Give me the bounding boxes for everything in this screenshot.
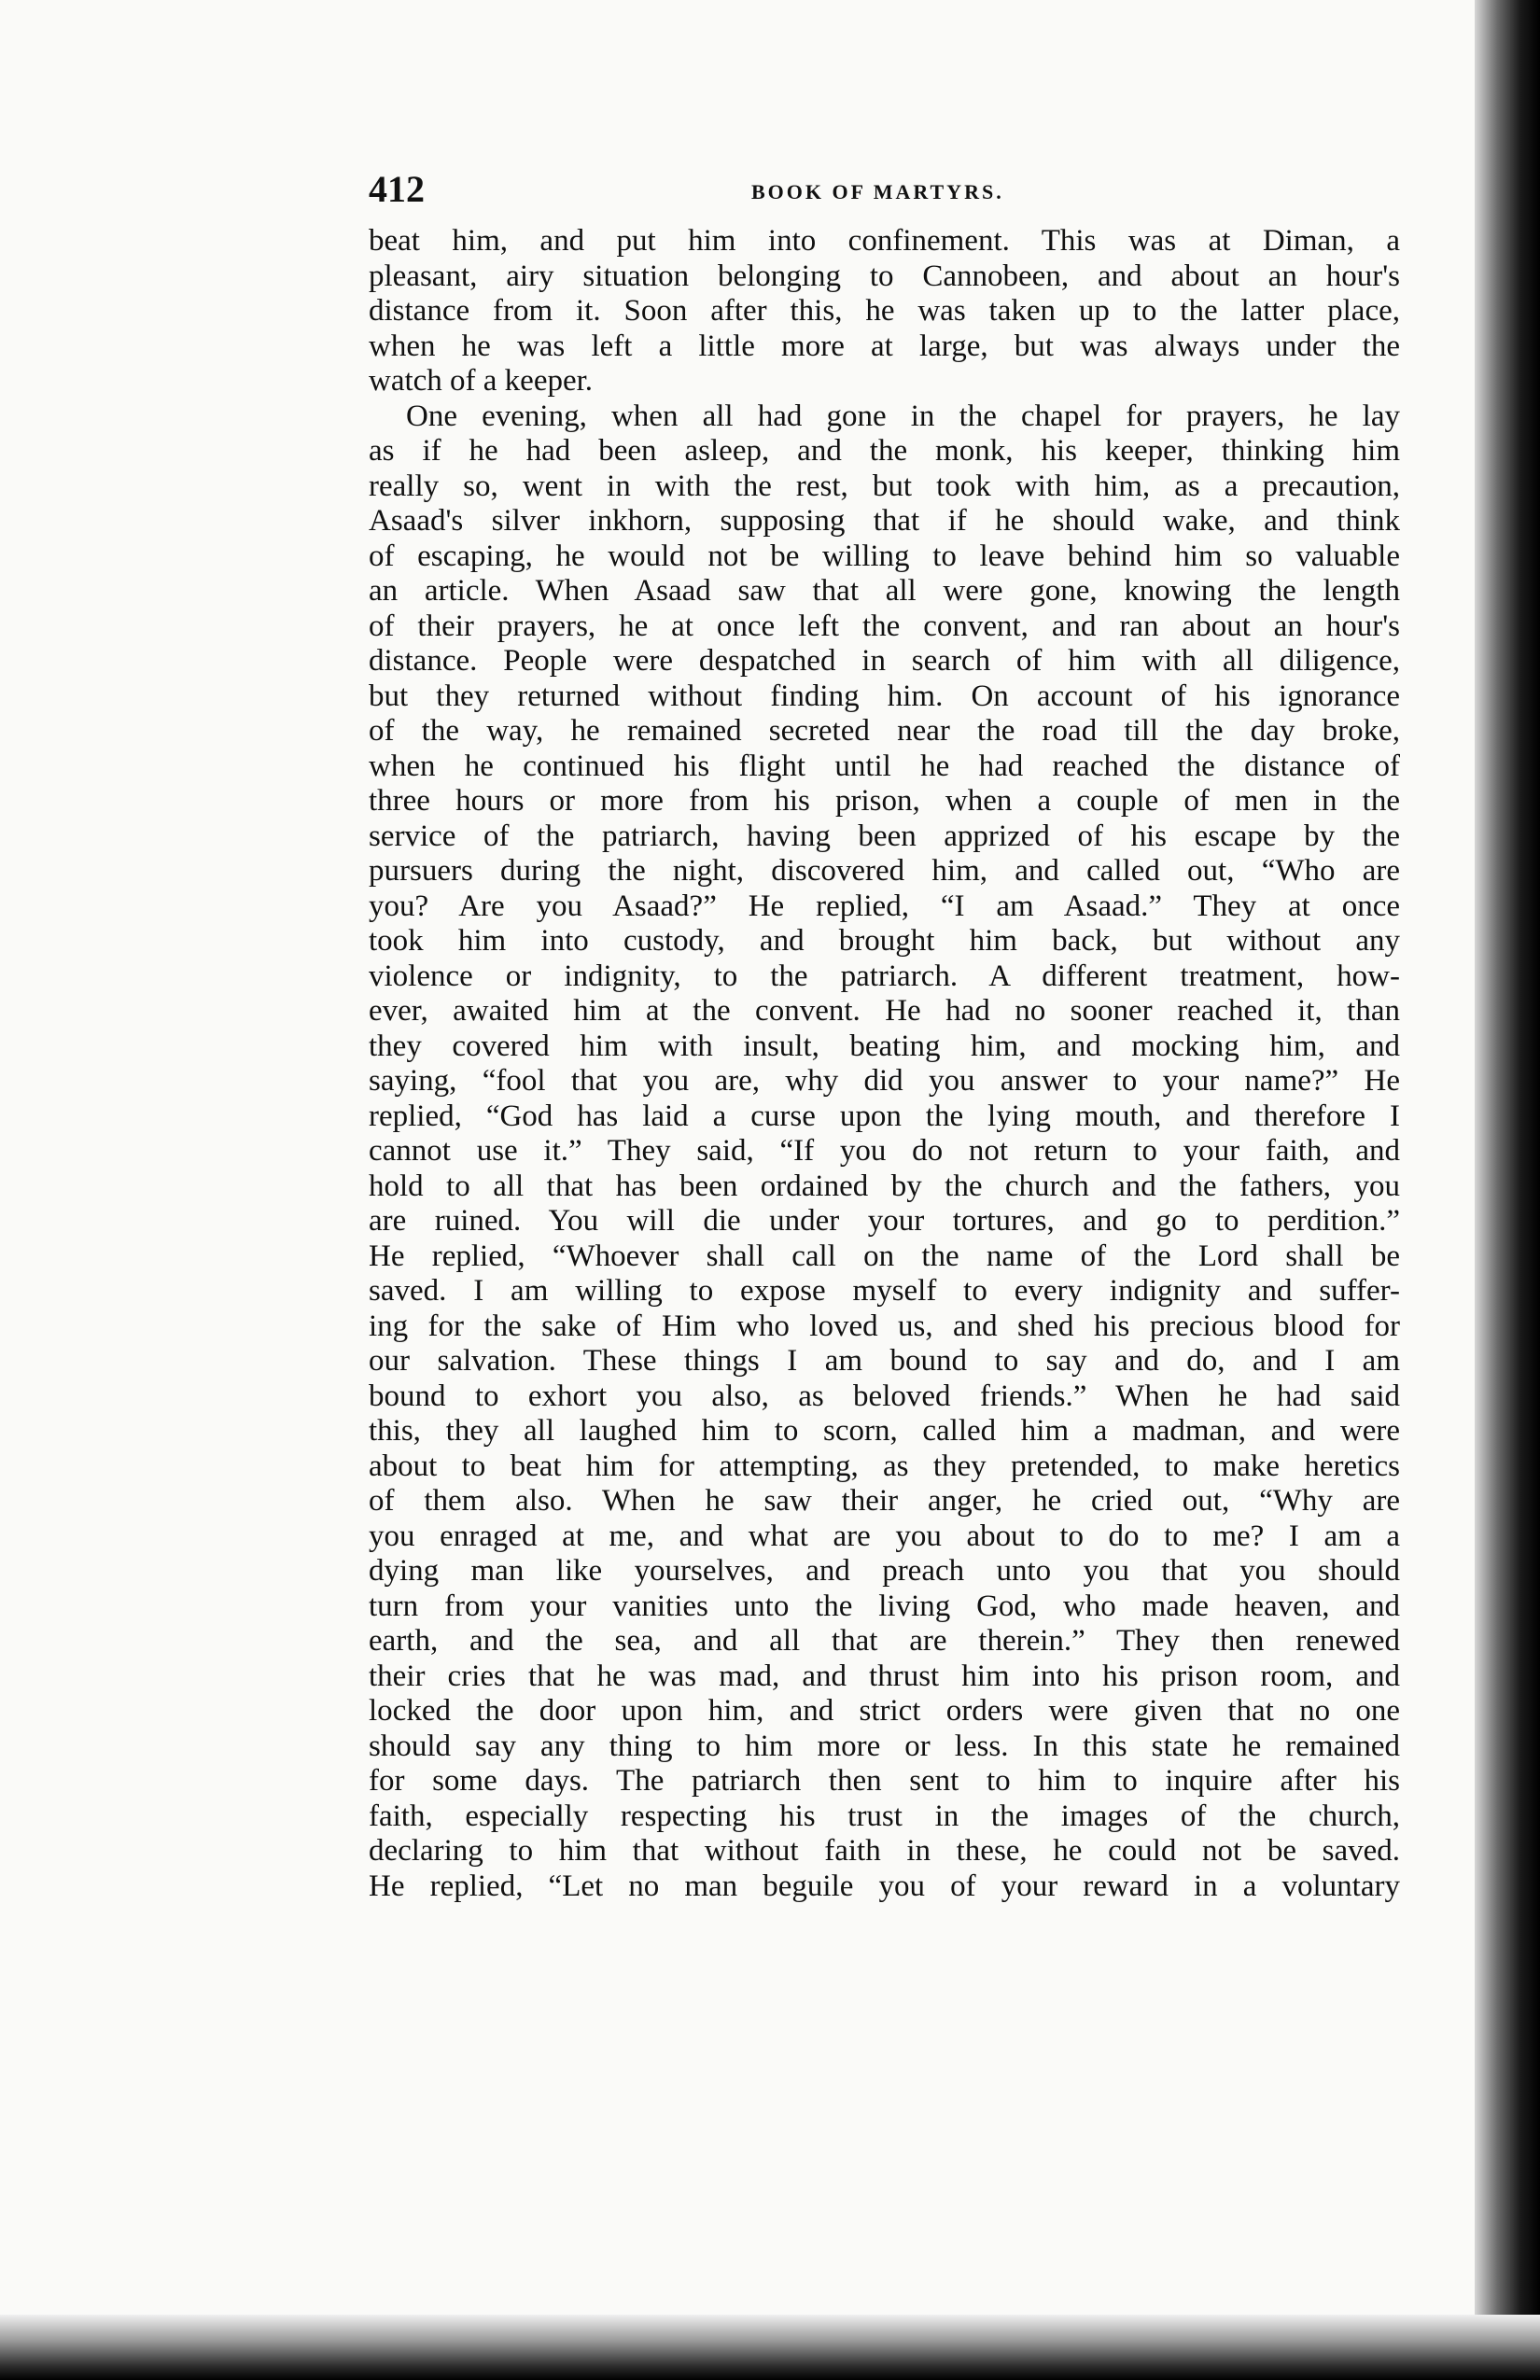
text-line: declaring to him that without faith in these, he could not be saved. — [369, 1834, 1400, 1868]
text-line: when he was left a little more at large, but was always under the — [369, 329, 1400, 363]
text-line: pursuers during the night, discovered him, and called out, “Who are — [369, 854, 1400, 888]
text-line: cannot use it.” They said, “If you do not return to your faith, and — [369, 1134, 1400, 1168]
text-line: you enraged at me, and what are you about to do to me? I am a — [369, 1519, 1400, 1553]
text-line: of escaping, he would not be willing to leave behind him so valuable — [369, 539, 1400, 573]
text-line: turn from your vanities unto the living God, who made heaven, and — [369, 1589, 1400, 1623]
text-line: violence or indignity, to the patriarch. A different treatment, how- — [369, 959, 1400, 993]
text-line: One evening, when all had gone in the chapel for prayers, he lay — [406, 399, 1400, 433]
text-line: took him into custody, and brought him back, but without any — [369, 924, 1400, 958]
text-line: of them also. When he saw their anger, he cried out, “Why are — [369, 1484, 1400, 1518]
text-line: ing for the sake of Him who loved us, and shed his precious blood for — [369, 1309, 1400, 1343]
text-line: service of the patriarch, having been apprized of his escape by the — [369, 819, 1400, 853]
text-line: of the way, he remained secreted near the road till the day broke, — [369, 714, 1400, 748]
text-line: beat him, and put him into confinement. This was at Diman, a — [369, 224, 1400, 258]
text-line: for some days. The patriarch then sent to him to inquire after his — [369, 1764, 1400, 1798]
scan-edge-bottom — [0, 2315, 1540, 2380]
text-line: they covered him with insult, beating him, and mocking him, and — [369, 1029, 1400, 1063]
text-line: really so, went in with the rest, but took with him, as a precaution, — [369, 469, 1400, 503]
scan-edge-right — [1475, 0, 1540, 2380]
text-line: distance. People were despatched in search of him with all diligence, — [369, 644, 1400, 678]
text-line: an article. When Asaad saw that all were gone, knowing the length — [369, 574, 1400, 608]
text-line: when he continued his flight until he had reached the distance of — [369, 749, 1400, 783]
text-line: Asaad's silver inkhorn, supposing that if he should wake, and think — [369, 504, 1400, 538]
text-line: about to beat him for attempting, as they pretended, to make heretics — [369, 1449, 1400, 1483]
text-line: of their prayers, he at once left the convent, and ran about an hour's — [369, 609, 1400, 643]
text-line: hold to all that has been ordained by the church and the fathers, you — [369, 1169, 1400, 1203]
text-line: their cries that he was mad, and thrust him into his prison room, and — [369, 1659, 1400, 1693]
text-line: our salvation. These things I am bound to say and do, and I am — [369, 1344, 1400, 1378]
text-line: ever, awaited him at the convent. He had no sooner reached it, than — [369, 994, 1400, 1028]
text-line: faith, especially respecting his trust in the images of the church, — [369, 1799, 1400, 1833]
text-line: He replied, “Let no man beguile you of your reward in a voluntary — [369, 1869, 1400, 1903]
text-line: saying, “fool that you are, why did you answer to your name?” He — [369, 1064, 1400, 1098]
running-title: BOOK OF MARTYRS. — [751, 180, 1004, 203]
body-text — [369, 224, 1400, 1904]
text-line: saved. I am willing to expose myself to every indignity and suffer- — [369, 1274, 1400, 1308]
text-line: locked the door upon him, and strict orders were given that no one — [369, 1694, 1400, 1728]
text-line: bound to exhort you also, as beloved friends.” When he had said — [369, 1379, 1400, 1413]
running-head — [369, 166, 1395, 213]
text-line: should say any thing to him more or less. In this state he remained — [369, 1729, 1400, 1763]
text-line: distance from it. Soon after this, he was taken up to the latter place, — [369, 294, 1400, 328]
text-line: watch of a keeper. — [369, 364, 594, 398]
text-line: He replied, “Whoever shall call on the name of the Lord shall be — [369, 1239, 1400, 1273]
page-number: 412 — [369, 168, 425, 210]
text-line: earth, and the sea, and all that are therein.” They then renewed — [369, 1624, 1400, 1658]
text-line: are ruined. You will die under your tortures, and go to perdition.” — [369, 1204, 1400, 1238]
text-line: replied, “God has laid a curse upon the lying mouth, and therefore I — [369, 1099, 1400, 1133]
text-line: three hours or more from his prison, when a couple of men in the — [369, 784, 1400, 818]
text-line: you? Are you Asaad?” He replied, “I am Asaad.” They at once — [369, 889, 1400, 923]
text-line: dying man like yourselves, and preach unto you that you should — [369, 1554, 1400, 1588]
text-line: this, they all laughed him to scorn, called him a madman, and were — [369, 1414, 1400, 1448]
text-line: as if he had been asleep, and the monk, his keeper, thinking him — [369, 434, 1400, 468]
text-line: pleasant, airy situation belonging to Cannobeen, and about an hour's — [369, 259, 1400, 293]
text-line: but they returned without finding him. On account of his ignorance — [369, 679, 1400, 713]
